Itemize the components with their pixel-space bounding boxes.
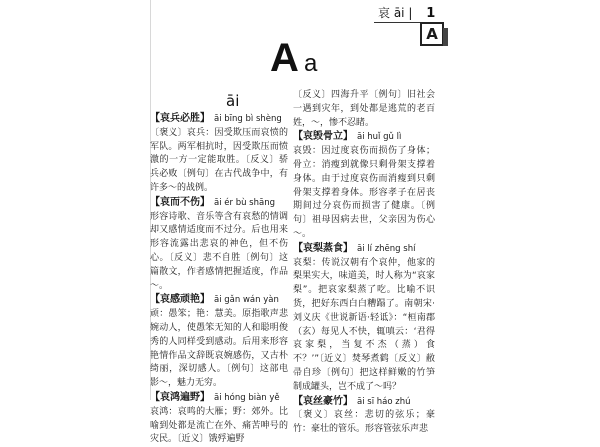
entry-term: 哀兵必胜 (160, 113, 200, 124)
entry-pinyin: āi hóng biàn yě (214, 392, 280, 403)
entry-headword: 【哀梨蒸食】 āi lí zhēng shí (293, 242, 416, 254)
entry-pinyin: āi lí zhēng shí (357, 243, 416, 254)
entry-definition: 形容诗歌、音乐等含有哀愁的情调却又感情适度而不过分。后也用来形容流露出悲哀的神色，但不伤心。〔反义〕悲不自胜〔例句〕这篇散文，作者感情把握适度，作品～。 (150, 211, 288, 291)
entry-term: 哀鸿遍野 (160, 391, 200, 403)
entry-headword: 【哀兵必胜】 āi bīng bì shèng (150, 113, 282, 124)
section-letter-capital: A (270, 36, 299, 80)
entry-headword: 【哀鸿遍野】 āi hóng biàn yě (150, 391, 280, 403)
entry-pinyin: āi gǎn wán yàn (214, 295, 279, 306)
entry-pinyin: āi huǐ gǔ lì (357, 132, 402, 143)
entry-term: 哀梨蒸食 (303, 242, 343, 254)
entry-headword: 【哀感顽艳】 āi gǎn wán yàn (150, 294, 279, 306)
entry-definition: 哀梨：传说汉朝有个哀仲，他家的梨果实大，味道美，时人称为“哀家梨”。把哀家梨蒸了吃。比喻不识货，把好东西白白糟蹋了。南朝宋·刘义庆《世说新语·轻诋》：“桓南郡（玄）每见人不快，辄嗔云：‘君得哀家梨，当复不杰（蒸）食不？’”〔近义〕焚琴煮鹤〔反义〕敝帚自珍〔例句〕把这样鲜嫩的竹笋制成罐头，岂不成了～吗？ (293, 257, 435, 392)
entry-pinyin: āi bīng bì shèng (214, 114, 282, 124)
entry-term: 哀而不伤 (160, 196, 200, 208)
running-head (378, 4, 435, 21)
dictionary-entry (293, 242, 435, 395)
entry-headword: 【哀丝豪竹】 āi sī háo zhú (293, 395, 411, 407)
thumb-index-tab (420, 22, 444, 46)
entry-headword: 【哀而不伤】 āi ér bù shāng (150, 196, 275, 208)
thumb-index-letter: A (426, 25, 438, 43)
dictionary-entry (293, 395, 435, 437)
right-column (293, 89, 435, 437)
thumb-index-shadow (443, 28, 448, 46)
entry-definition: 哀鸿：哀鸣的大雁；野：郊外。比喻到处都是流亡在外、痛苦呻号的灾民。〔近义〕饿殍遍野 (150, 406, 288, 445)
entry-pinyin: āi sī háo zhú (357, 396, 411, 407)
entry-term: 哀毁骨立 (303, 131, 343, 143)
section-letter-lower: a (304, 50, 318, 77)
entry-definition: 〔反义〕四海升平〔例句〕旧社会一遇到灾年，到处都是逃荒的老百姓，～，惨不忍睹。 (293, 90, 435, 128)
running-head-section: 哀 āi (378, 6, 405, 20)
entry-term: 哀感顽艳 (160, 294, 200, 306)
running-head-separator: | (408, 6, 413, 20)
dictionary-entry-continued (293, 89, 435, 130)
entry-definition: 顽：愚笨；艳：慧美。原指歌声悲婉动人，使愚笨无知的人和聪明俊秀的人同样受到感动。后用来形容艳情作品文辞既哀婉感伤，又古朴绮丽，深切感人。〔例句〕这部电影～，魅力无穷。 (150, 309, 288, 389)
left-column (150, 112, 288, 447)
entry-pinyin: āi ér bù shāng (214, 197, 275, 208)
entry-term: 哀丝豪竹 (303, 395, 343, 407)
entry-definition: 〔褒义〕哀丝：悲切的弦乐；豪竹：豪壮的管乐。形容管弦乐声悲 (293, 410, 435, 435)
dictionary-entry (150, 196, 288, 294)
syllable-heading: āi (226, 92, 240, 110)
entry-definition: 哀毁：因过度哀伤而损伤了身体；骨立：消瘦到就像只剩骨架支撑着身体。由于过度哀伤而消瘦到只剩骨架支撑着身体。形容孝子在居丧期间过分哀伤而损害了健康。〔例句〕祖母因病去世，父亲因为伤心～。 (293, 146, 435, 239)
dictionary-entry (293, 130, 435, 241)
dictionary-entry (150, 112, 288, 196)
entry-definition: 〔褒义〕哀兵：因受欺压而哀愤的军队。两军相抗时，因受欺压而愤激的一方一定能取胜。〔反义〕骄兵必败〔例句〕在古代战争中，有许多～的战例。 (150, 127, 288, 193)
page-number: 1 (426, 6, 436, 21)
dictionary-entry (150, 293, 288, 391)
entry-headword: 【哀毁骨立】 āi huǐ gǔ lì (293, 131, 402, 143)
dictionary-entry (150, 391, 288, 447)
